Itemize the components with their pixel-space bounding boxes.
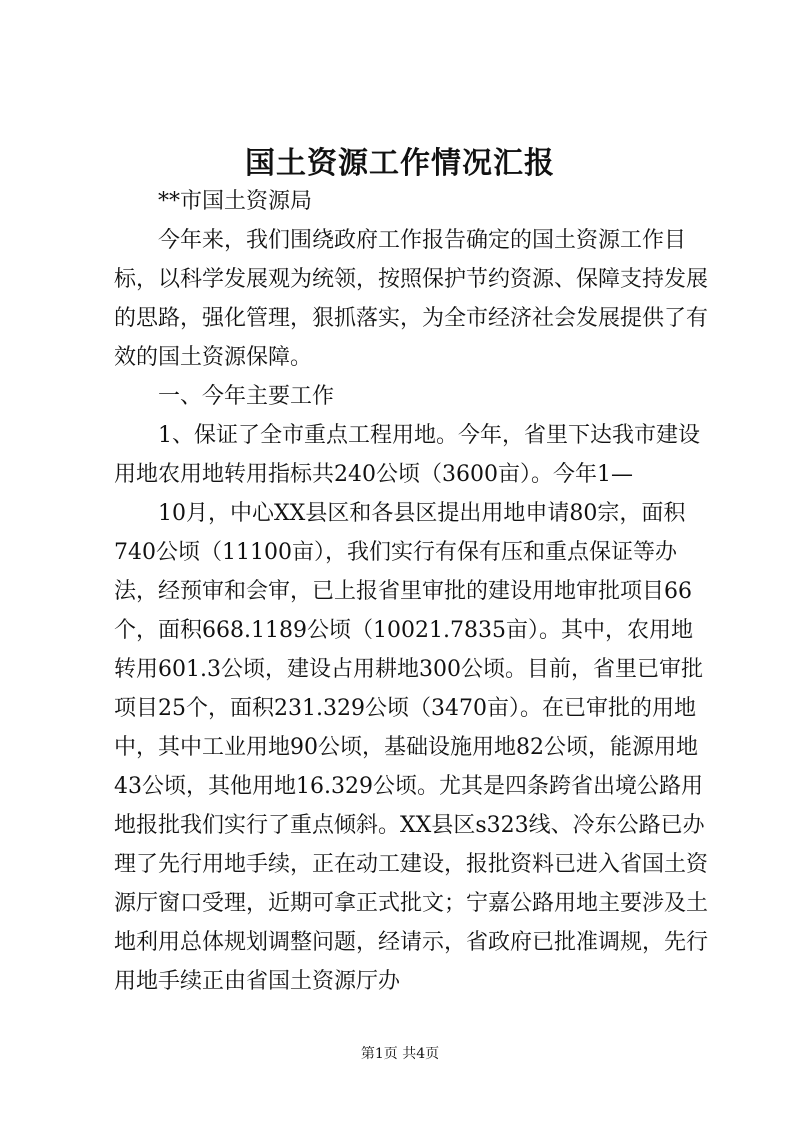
page-footer: 第1页 共4页 [360, 1046, 440, 1062]
document-title: 国土资源工作情况汇报 [245, 146, 555, 181]
issuing-organization: **市国土资源局 [158, 189, 313, 214]
intro-paragraph: 今年来，我们围绕政府工作报告确定的国土资源工作目标，以科学发展观为统领，按照保护节约资源、保障支持发展的思路，强化管理，狠抓落实，为全市经济社会发展提供了有效的国土资源保障。 [114, 228, 709, 370]
section-heading: 一、今年主要工作 [158, 384, 335, 409]
document-body [114, 182, 712, 1001]
details-paragraph: 10月，中心XX县区和各县区提出用地申请80宗，面积740公顷（11100亩），我们实行有保有压和重点保证等办法，经预审和会审，已上报省里审批的建设用地审批项目66个，面积668.1189公顷（10021.7835亩）。其中，农用地转用601.3公顷，建设占用耕地300公顷。目前，省里已审批项目25个，面积231.329公顷（3470亩）。在已审批的用地中，其中工业用地90公顷，基础设施用地82公顷，能源用地43公顷，其他用地16.329公顷。尤其是四条跨省出境公路用地报批我们实行了重点倾斜。XX县区s323线、冷东公路已办理了先行用地手续，正在动工建设，报批资料已进入省国土资源厅窗口受理，近期可拿正式批文；宁嘉公路用地主要涉及土地利用总体规划调整问题，经请示，省政府已批准调规，先行用地手续正由省国土资源厅办 [114, 501, 709, 994]
item-1-paragraph: 1、保证了全市重点工程用地。今年，省里下达我市建设用地农用地转用指标共240公顷（3600亩）。今年1— [114, 423, 700, 487]
